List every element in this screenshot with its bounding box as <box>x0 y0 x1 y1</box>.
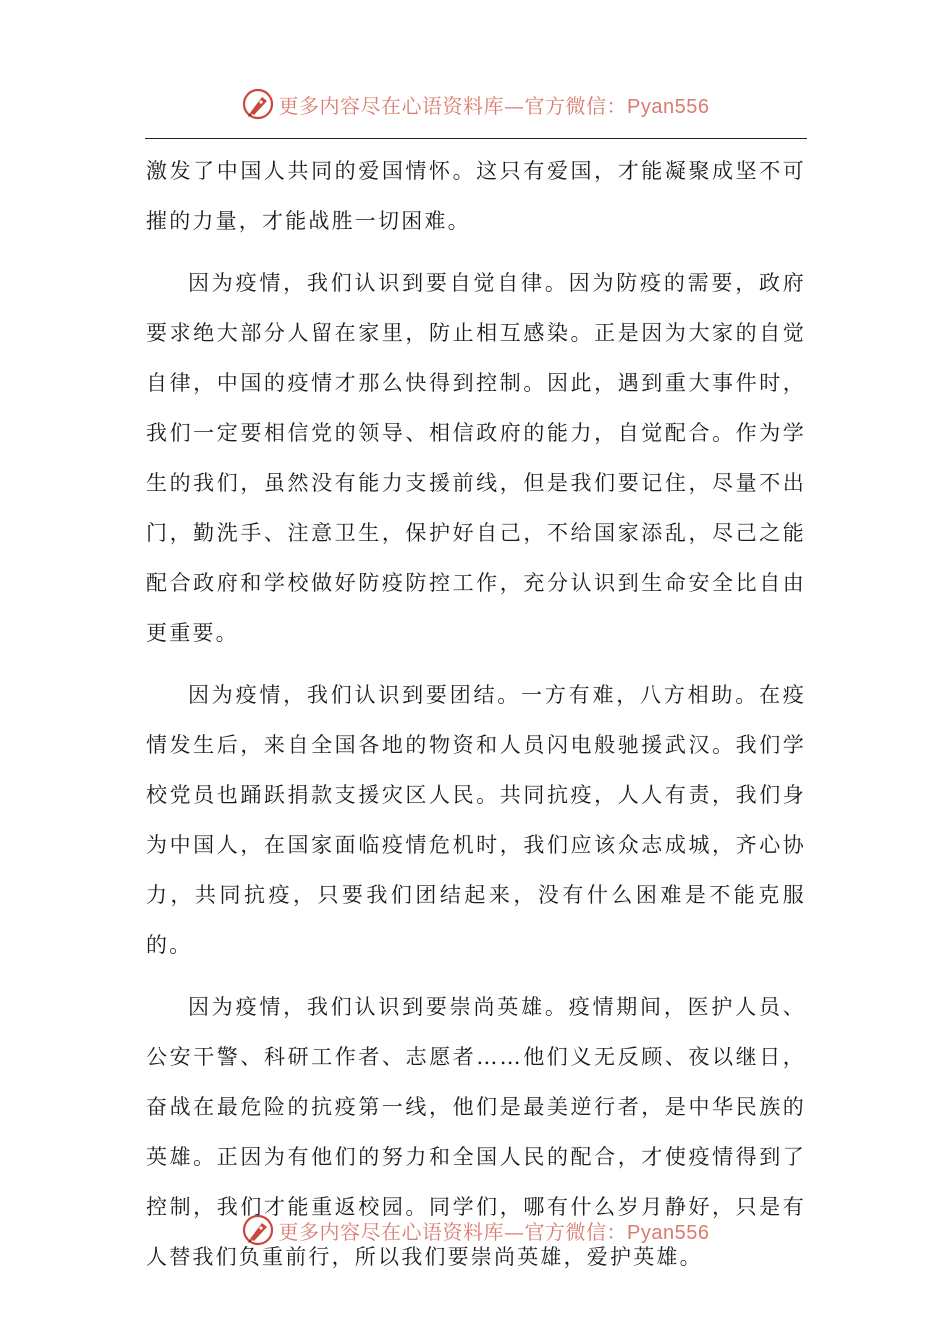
banner-text <box>279 1216 710 1245</box>
pen-nib-logo-icon <box>241 1213 275 1247</box>
document-body <box>146 146 806 1294</box>
banner-label: 更多内容尽在心语资料库—官方微信： <box>278 1219 628 1244</box>
paragraph: 因为疫情，我们认识到要崇尚英雄。疫情期间，医护人员、公安干警、科研工作者、志愿者……他们义无反顾、夜以继日，奋战在最危险的抗疫第一线，他们是最美逆行者，是中华民族的英雄。正因为有他们的努力和全国人民的配合，才使疫情得到了控制，我们才能重返校园。同学们，哪有什么岁月静好，只是有人替我们负重前行，所以我们要崇尚英雄，爱护英雄。 <box>146 995 806 1269</box>
wechat-id: Pyan556 <box>627 95 710 118</box>
paragraph: 因为疫情，我们认识到要自觉自律。因为防疫的需要，政府要求绝大部分人留在家里，防止相互感染。正是因为大家的自觉自律，中国的疫情才那么快得到控制。因此，遇到重大事件时，我们一定要相信党的领导、相信政府的能力，自觉配合。作为学生的我们，虽然没有能力支援前线，但是我们要记住，尽量不出门，勤洗手、注意卫生，保护好自己，不给国家添乱，尽己之能配合政府和学校做好防疫防控工作，充分认识到生命安全比自由更重要。 <box>146 271 806 645</box>
pen-nib-logo-icon <box>241 87 275 121</box>
wechat-id: Pyan556 <box>627 1221 710 1244</box>
header-banner <box>0 84 950 124</box>
paragraph: 激发了中国人共同的爱国情怀。这只有爱国，才能凝聚成坚不可摧的力量，才能战胜一切困难。 <box>146 159 806 233</box>
banner-text <box>279 90 710 119</box>
paragraph: 因为疫情，我们认识到要团结。一方有难，八方相助。在疫情发生后，来自全国各地的物资和人员闪电般驰援武汉。我们学校党员也踊跃捐款支援灾区人民。共同抗疫，人人有责，我们身为中国人，在国家面临疫情危机时，我们应该众志成城，齐心协力，共同抗疫，只要我们团结起来，没有什么困难是不能克服的。 <box>146 683 806 957</box>
header-divider <box>145 138 807 139</box>
footer-banner <box>0 1210 950 1250</box>
banner-label: 更多内容尽在心语资料库—官方微信： <box>278 93 628 118</box>
